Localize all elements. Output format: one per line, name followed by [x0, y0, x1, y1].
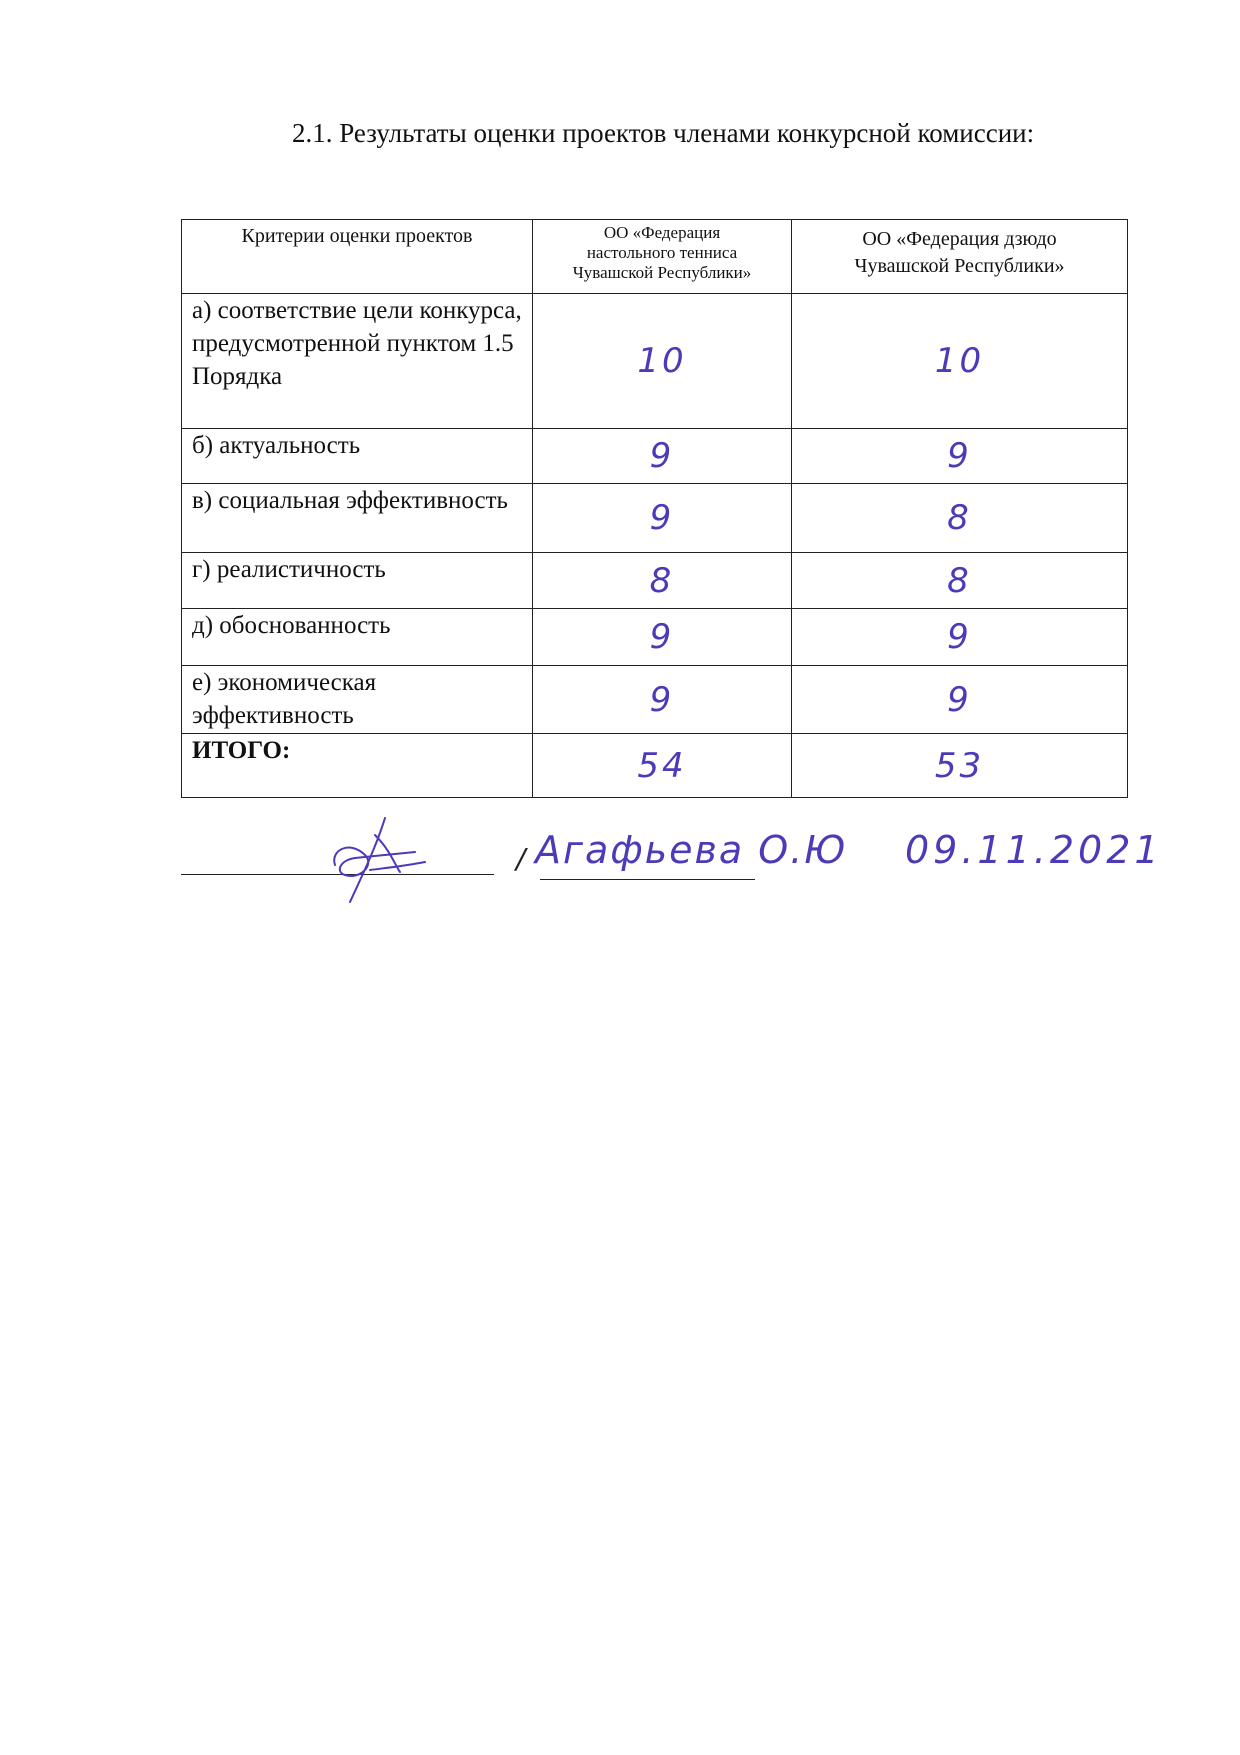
total-label: ИТОГО: — [182, 734, 533, 798]
handwritten-score: 53 — [934, 745, 985, 786]
table-row — [182, 609, 1128, 666]
handwritten-score: 10 — [934, 341, 985, 381]
handwritten-score: 8 — [947, 498, 972, 538]
table-row — [182, 484, 1128, 553]
score-org1 — [533, 429, 792, 484]
total-org1 — [533, 734, 792, 798]
header-org1-line1: ОО «Федерация — [603, 223, 721, 242]
score-org1 — [533, 484, 792, 553]
score-org2 — [792, 666, 1128, 734]
score-org1 — [533, 553, 792, 609]
signature-mark — [315, 810, 445, 905]
criterion-cell: д) обоснованность — [182, 609, 533, 666]
handwritten-score: 8 — [649, 560, 675, 601]
handwritten-score: 54 — [637, 745, 687, 786]
header-org1-line2: настольного тенниса — [586, 243, 738, 262]
criterion-cell: в) социальная эффективность — [182, 484, 533, 553]
signature-date: 09.11.2021 — [905, 828, 1163, 872]
handwritten-score: 9 — [947, 679, 972, 720]
score-org2 — [792, 484, 1128, 553]
handwritten-score: 9 — [649, 498, 675, 538]
score-org1 — [533, 666, 792, 734]
score-org2 — [792, 609, 1128, 666]
table-row — [182, 294, 1128, 429]
criterion-cell: б) актуальность — [182, 429, 533, 484]
signature-separator: / — [516, 842, 526, 875]
section-heading: 2.1. Результаты оценки проектов членами конкурсной комиссии: — [292, 118, 1035, 148]
criterion-cell: г) реалистичность — [182, 553, 533, 609]
header-org1 — [533, 220, 792, 294]
handwritten-score: 9 — [649, 679, 675, 720]
score-org1 — [533, 294, 792, 429]
handwritten-score: 9 — [947, 436, 972, 476]
score-org1 — [533, 609, 792, 666]
handwritten-score: 8 — [947, 560, 972, 601]
table-row — [182, 666, 1128, 734]
handwritten-score: 9 — [947, 617, 972, 657]
score-org2 — [792, 429, 1128, 484]
handwritten-score: 9 — [649, 436, 675, 476]
evaluation-table — [181, 219, 1128, 798]
header-org2 — [792, 220, 1128, 294]
header-org1-line3: Чувашской Республики» — [572, 263, 752, 282]
signatory-name: Агафьева О.Ю — [535, 828, 848, 872]
header-criteria: Критерии оценки проектов — [182, 220, 533, 294]
score-org2 — [792, 553, 1128, 609]
score-org2 — [792, 294, 1128, 429]
criterion-cell: е) экономическая эффективность — [182, 666, 533, 734]
header-org2-line1: ОО «Федерация дзюдо — [862, 228, 1057, 250]
criterion-cell: а) соответствие цели конкурса, предусмотренной пунктом 1.5 Порядка — [182, 294, 533, 429]
table-row — [182, 429, 1128, 484]
header-org2-line2: Чувашской Республики» — [854, 255, 1065, 277]
table-header-row — [182, 220, 1128, 294]
table-row-total — [182, 734, 1128, 798]
name-underline — [540, 879, 755, 880]
total-org2 — [792, 734, 1128, 798]
handwritten-score: 10 — [637, 341, 687, 381]
table-row — [182, 553, 1128, 609]
handwritten-score: 9 — [649, 617, 675, 657]
